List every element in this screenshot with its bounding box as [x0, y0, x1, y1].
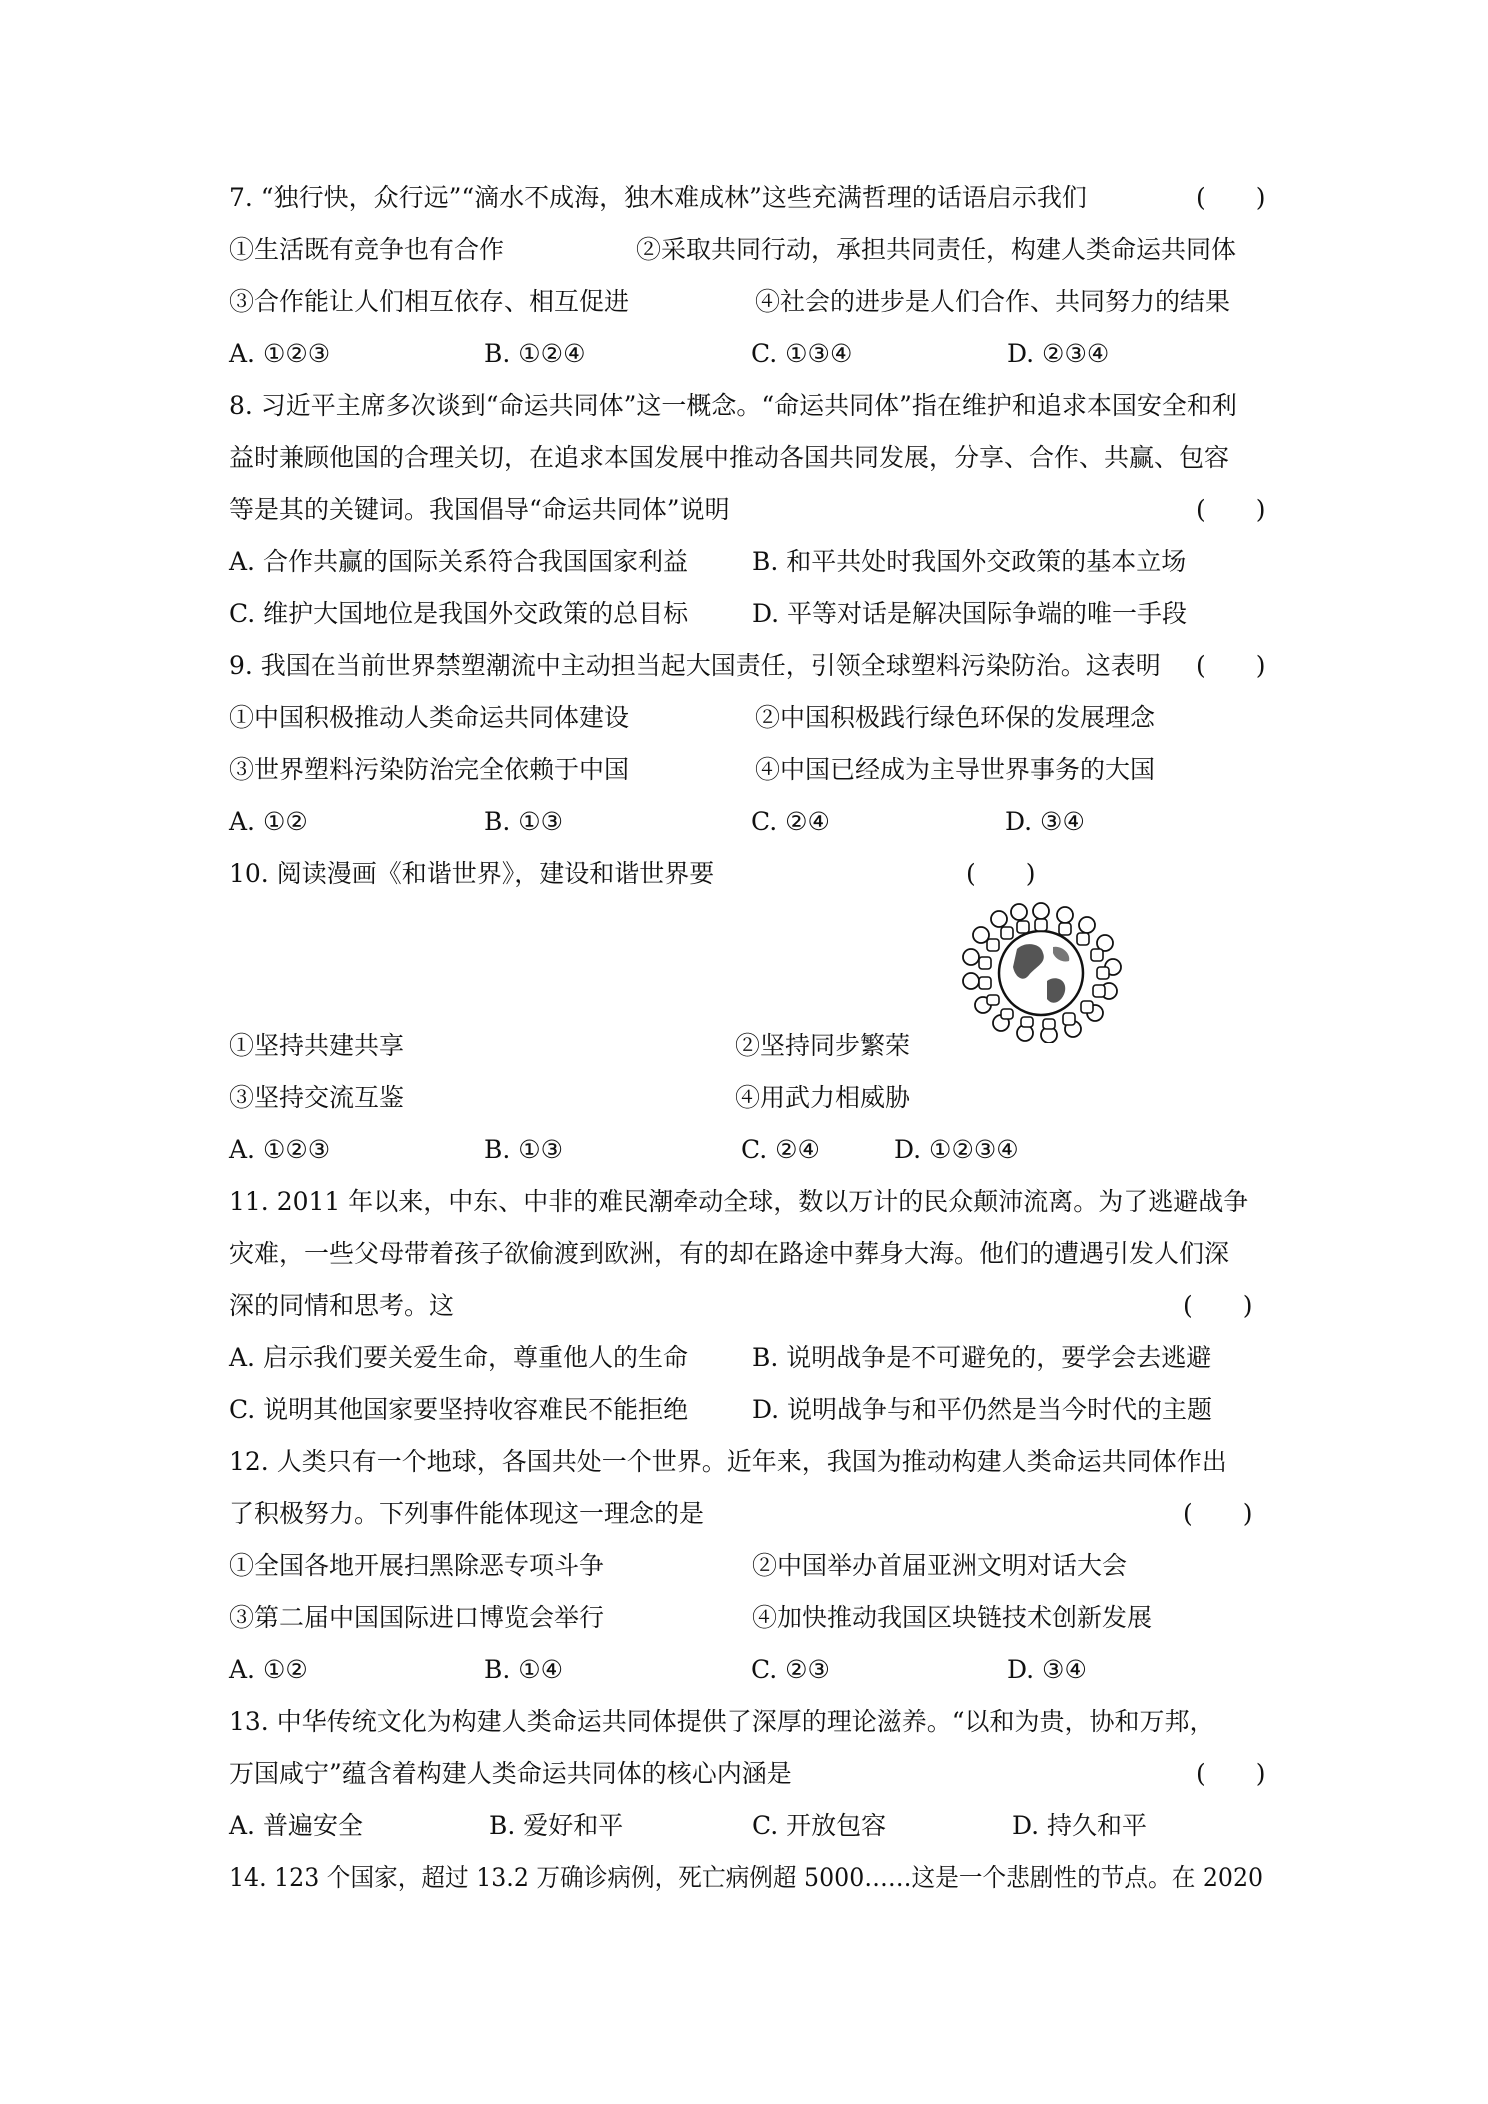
statement-item: ④加快推动我国区块链技术创新发展 — [752, 1603, 1153, 1632]
option-b: B. ①④ — [484, 1655, 564, 1684]
option-c: C. ②③ — [751, 1655, 830, 1684]
statement-item: ②中国举办首届亚洲文明对话大会 — [752, 1551, 1128, 1580]
answer-blank: ( ) — [1196, 1759, 1266, 1788]
option-c: C. ②④ — [741, 1135, 820, 1164]
statement-item: ②采取共同行动，承担共同责任，构建人类命运共同体 — [636, 235, 1237, 264]
question-8-stem: 8. 习近平主席多次谈到“命运共同体”这一概念。“命运共同体”指在维护和追求本国安全和利 — [229, 391, 1237, 420]
question-12-stem: 了积极努力。下列事件能体现这一理念的是 — [229, 1499, 705, 1528]
answer-blank: ( ) — [1196, 651, 1266, 680]
option-a: A. 合作共赢的国际关系符合我国国家利益 — [229, 547, 688, 576]
option-b: B. ①③ — [484, 807, 564, 836]
option-b: B. 爱好和平 — [489, 1811, 624, 1840]
option-d: D. ③④ — [1007, 1655, 1087, 1684]
question-13-stem: 13. 中华传统文化为构建人类命运共同体提供了深厚的理论滋养。“以和为贵，协和万邦， — [229, 1707, 1215, 1736]
option-d: D. 持久和平 — [1012, 1811, 1148, 1840]
option-a: A. 普遍安全 — [229, 1811, 363, 1840]
option-c: C. 开放包容 — [752, 1811, 887, 1840]
option-b: B. 说明战争是不可避免的，要学会去逃避 — [752, 1343, 1212, 1372]
question-14-stem: 14. 123 个国家，超过 13.2 万确诊病例，死亡病例超 5000……这是一个悲剧性的节点。在 2020 — [229, 1863, 1264, 1892]
option-a: A. ①②③ — [229, 1135, 331, 1164]
answer-blank: ( ) — [966, 859, 1036, 888]
option-b: B. ①②④ — [484, 339, 586, 368]
option-c: C. 说明其他国家要坚持收容难民不能拒绝 — [229, 1395, 689, 1424]
question-9-stem: 9. 我国在当前世界禁塑潮流中主动担当起大国责任，引领全球塑料污染防治。这表明 — [229, 651, 1161, 680]
option-a: A. ①②③ — [229, 339, 331, 368]
statement-item: ①全国各地开展扫黑除恶专项斗争 — [229, 1551, 605, 1580]
option-c: C. ②④ — [751, 807, 830, 836]
answer-blank: ( ) — [1196, 183, 1266, 212]
question-7-stem: 7. “独行快，众行远”“滴水不成海，独木难成林”这些充满哲理的话语启示我们 — [229, 183, 1087, 212]
option-a: A. 启示我们要关爱生命，尊重他人的生命 — [229, 1343, 688, 1372]
statement-item: ③合作能让人们相互依存、相互促进 — [229, 287, 630, 316]
option-d: D. ③④ — [1005, 807, 1085, 836]
option-d: D. 平等对话是解决国际争端的唯一手段 — [752, 599, 1188, 628]
statement-item: ③世界塑料污染防治完全依赖于中国 — [229, 755, 630, 784]
question-11-stem: 灾难，一些父母带着孩子欲偷渡到欧洲，有的却在路途中葬身大海。他们的遭遇引发人们深 — [229, 1239, 1230, 1268]
statement-item: ①生活既有竞争也有合作 — [229, 235, 505, 264]
option-b: B. 和平共处时我国外交政策的基本立场 — [752, 547, 1187, 576]
question-12-stem: 12. 人类只有一个地球，各国共处一个世界。近年来，我国为推动构建人类命运共同体作出 — [229, 1447, 1227, 1476]
option-c: C. 维护大国地位是我国外交政策的总目标 — [229, 599, 689, 628]
option-a: A. ①② — [229, 807, 308, 836]
option-d: D. ②③④ — [1007, 339, 1110, 368]
statement-item: ③坚持交流互鉴 — [229, 1083, 405, 1112]
option-a: A. ①② — [229, 1655, 308, 1684]
option-c: C. ①③④ — [751, 339, 853, 368]
statement-item: ②中国积极践行绿色环保的发展理念 — [755, 703, 1156, 732]
statement-item: ①中国积极推动人类命运共同体建设 — [229, 703, 630, 732]
question-11-stem: 11. 2011 年以来，中东、中非的难民潮牵动全球，数以万计的民众颠沛流离。为了逃避战争 — [229, 1187, 1249, 1216]
answer-blank: ( ) — [1183, 1291, 1253, 1320]
option-d: D. ①②③④ — [894, 1135, 1019, 1164]
statement-item: ①坚持共建共享 — [229, 1031, 405, 1060]
question-8-stem: 等是其的关键词。我国倡导“命运共同体”说明 — [229, 495, 730, 524]
statement-item: ④中国已经成为主导世界事务的大国 — [755, 755, 1156, 784]
statement-item: ③第二届中国国际进口博览会举行 — [229, 1603, 605, 1632]
statement-item: ④用武力相威胁 — [735, 1083, 911, 1112]
answer-blank: ( ) — [1196, 495, 1266, 524]
option-d: D. 说明战争与和平仍然是当今时代的主题 — [752, 1395, 1213, 1424]
question-11-stem: 深的同情和思考。这 — [229, 1291, 455, 1320]
option-b: B. ①③ — [484, 1135, 564, 1164]
statement-item: ④社会的进步是人们合作、共同努力的结果 — [755, 287, 1231, 316]
question-13-stem: 万国咸宁”蕴含着构建人类命运共同体的核心内涵是 — [229, 1759, 792, 1788]
harmonious-world-cartoon — [955, 897, 1127, 1043]
answer-blank: ( ) — [1183, 1499, 1253, 1528]
statement-item: ②坚持同步繁荣 — [735, 1031, 911, 1060]
question-10-stem: 10. 阅读漫画《和谐世界》，建设和谐世界要 — [229, 859, 715, 888]
question-8-stem: 益时兼顾他国的合理关切，在追求本国发展中推动各国共同发展，分享、合作、共赢、包容 — [229, 443, 1230, 472]
globe-earth — [999, 931, 1083, 1015]
